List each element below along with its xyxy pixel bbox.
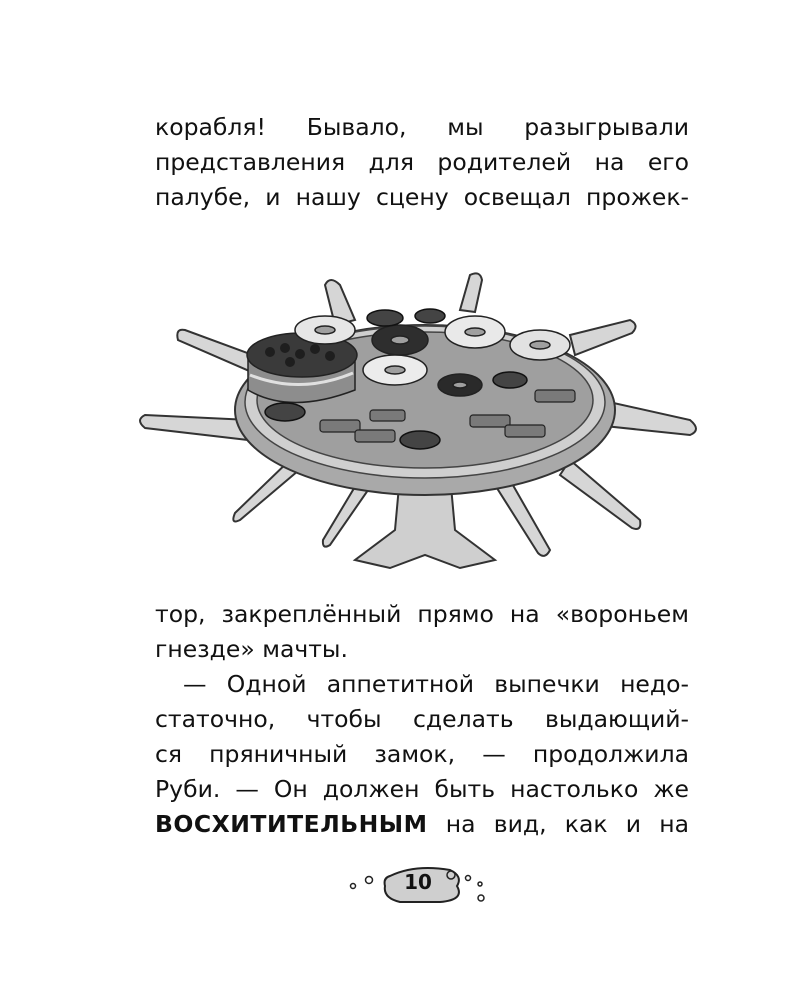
page-number: 10 <box>404 870 432 894</box>
text-line: статочно, чтобы сделать выдающий- <box>155 705 689 733</box>
paragraph-bottom <box>155 597 689 842</box>
text-line: палубе, и нашу сцену освещал прожек- <box>155 183 689 211</box>
text-line: тор, закреплённый прямо на «вороньем <box>155 600 689 628</box>
text-line: — Одной аппетитной выпечки недо- <box>183 670 689 698</box>
emphasis-word: ВОСХИТИТЕЛЬНЫМ <box>155 810 428 838</box>
text-line <box>155 807 689 842</box>
text-fragment: на вид, как и на <box>427 810 689 838</box>
text-line: гнезде» мачты. <box>155 635 348 663</box>
text-line: представления для родителей на его <box>155 148 689 176</box>
ship-wheel-table-with-pastries-icon <box>130 270 720 580</box>
text-line: корабля! Бывало, мы разыгрывали <box>155 113 689 141</box>
text-line: ся пряничный замок, — продолжила <box>155 740 689 768</box>
paragraph-top <box>155 110 689 215</box>
text-line: Руби. — Он должен быть настолько же <box>155 775 689 803</box>
